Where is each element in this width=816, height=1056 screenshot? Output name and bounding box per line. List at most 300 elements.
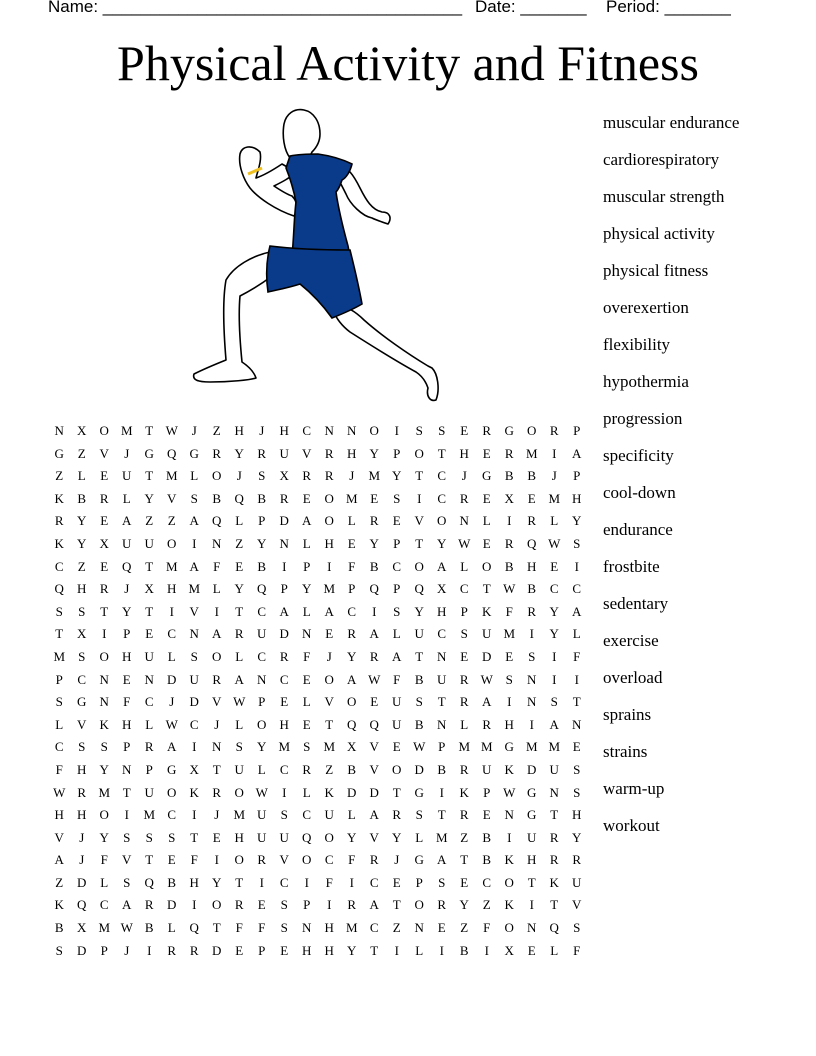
grid-cell[interactable]: O (347, 694, 357, 710)
grid-cell[interactable]: C (324, 852, 334, 868)
grid-cell[interactable]: R (527, 513, 537, 529)
grid-cell[interactable]: I (574, 558, 579, 574)
grid-cell[interactable]: T (145, 852, 154, 868)
grid-cell[interactable]: E (370, 694, 379, 710)
grid-cell[interactable]: R (459, 694, 469, 710)
grid-cell[interactable]: S (550, 694, 558, 710)
grid-cell[interactable]: E (167, 852, 176, 868)
grid-cell[interactable]: T (145, 423, 154, 438)
grid-cell[interactable]: A (279, 603, 289, 619)
grid-cell[interactable]: R (347, 897, 357, 913)
grid-cell[interactable]: T (437, 694, 446, 710)
grid-cell[interactable]: L (167, 648, 176, 664)
grid-cell[interactable]: P (303, 897, 311, 913)
grid-cell[interactable]: H (54, 807, 64, 823)
grid-cell[interactable]: J (394, 852, 400, 868)
grid-cell[interactable]: Q (212, 513, 222, 529)
grid-cell[interactable]: L (235, 716, 244, 732)
grid-cell[interactable]: K (54, 535, 64, 551)
grid-cell[interactable]: K (54, 490, 64, 506)
grid-cell[interactable]: B (369, 558, 379, 574)
grid-cell[interactable]: L (55, 716, 64, 732)
grid-cell[interactable]: R (572, 852, 582, 868)
grid-cell[interactable]: B (77, 490, 87, 506)
grid-cell[interactable]: S (190, 648, 198, 664)
grid-cell[interactable]: V (212, 694, 222, 710)
grid-cell[interactable]: D (77, 942, 87, 958)
grid-cell[interactable]: H (527, 852, 537, 868)
grid-cell[interactable]: K (99, 716, 109, 732)
grid-cell[interactable]: A (392, 648, 402, 664)
grid-cell[interactable]: C (257, 603, 267, 619)
grid-cell[interactable]: L (190, 468, 199, 484)
grid-cell[interactable]: E (302, 671, 311, 687)
grid-cell[interactable]: W (120, 920, 133, 936)
grid-cell[interactable]: R (459, 761, 469, 777)
grid-cell[interactable]: O (414, 558, 424, 574)
grid-cell[interactable]: O (324, 671, 334, 687)
grid-cell[interactable]: Q (369, 581, 379, 597)
grid-cell[interactable]: C (302, 423, 312, 438)
grid-cell[interactable]: T (100, 603, 109, 619)
grid-cell[interactable]: S (528, 648, 536, 664)
grid-cell[interactable]: E (100, 558, 109, 574)
grid-cell[interactable]: A (369, 626, 379, 642)
name-field[interactable]: Name: ______________________________________ (48, 0, 463, 16)
grid-cell[interactable]: T (190, 829, 199, 845)
grid-cell[interactable]: G (167, 761, 177, 777)
grid-cell[interactable]: U (257, 807, 267, 823)
grid-cell[interactable]: I (327, 897, 332, 913)
grid-cell[interactable]: B (54, 920, 64, 936)
grid-cell[interactable]: Q (257, 581, 267, 597)
grid-cell[interactable]: I (574, 671, 579, 687)
grid-cell[interactable]: B (414, 716, 424, 732)
grid-cell[interactable]: A (482, 694, 492, 710)
grid-cell[interactable]: H (324, 942, 334, 958)
grid-cell[interactable]: I (439, 784, 444, 800)
grid-cell[interactable]: Q (54, 581, 64, 597)
grid-cell[interactable]: W (548, 535, 561, 551)
grid-cell[interactable]: L (482, 513, 491, 529)
grid-cell[interactable]: E (302, 716, 311, 732)
grid-cell[interactable]: C (167, 626, 177, 642)
grid-cell[interactable]: H (279, 423, 289, 438)
grid-cell[interactable]: S (415, 423, 423, 438)
grid-cell[interactable]: Y (234, 581, 244, 597)
grid-cell[interactable]: S (55, 694, 63, 710)
grid-cell[interactable]: E (100, 468, 109, 484)
grid-cell[interactable]: S (78, 739, 86, 755)
grid-cell[interactable]: N (212, 739, 222, 755)
grid-cell[interactable]: O (99, 648, 109, 664)
grid-cell[interactable]: Z (77, 445, 86, 461)
grid-cell[interactable]: P (123, 739, 131, 755)
grid-cell[interactable]: U (144, 535, 154, 551)
grid-cell[interactable]: F (303, 648, 311, 664)
grid-cell[interactable]: F (190, 852, 198, 868)
grid-cell[interactable]: M (525, 739, 538, 755)
grid-cell[interactable]: A (347, 671, 357, 687)
grid-cell[interactable]: A (549, 716, 559, 732)
grid-cell[interactable]: R (459, 490, 469, 506)
grid-cell[interactable]: B (482, 829, 492, 845)
grid-cell[interactable]: S (258, 468, 266, 484)
grid-cell[interactable]: T (437, 445, 446, 461)
grid-cell[interactable]: D (167, 671, 177, 687)
grid-cell[interactable]: M (120, 423, 133, 438)
grid-cell[interactable]: G (144, 445, 154, 461)
grid-cell[interactable]: V (122, 852, 132, 868)
grid-cell[interactable]: R (302, 468, 312, 484)
grid-cell[interactable]: W (165, 716, 178, 732)
grid-cell[interactable]: T (145, 558, 154, 574)
grid-cell[interactable]: P (393, 581, 401, 597)
grid-cell[interactable]: C (549, 581, 559, 597)
grid-cell[interactable]: S (78, 648, 86, 664)
grid-cell[interactable]: U (144, 784, 154, 800)
grid-cell[interactable]: O (324, 513, 334, 529)
grid-cell[interactable]: H (122, 648, 132, 664)
grid-cell[interactable]: Y (77, 513, 87, 529)
grid-cell[interactable]: V (324, 694, 334, 710)
grid-cell[interactable]: M (435, 829, 448, 845)
grid-cell[interactable]: G (77, 694, 87, 710)
grid-cell[interactable]: H (122, 716, 132, 732)
grid-cell[interactable]: O (234, 852, 244, 868)
grid-cell[interactable]: E (280, 694, 289, 710)
grid-cell[interactable]: E (302, 490, 311, 506)
grid-cell[interactable]: R (324, 468, 334, 484)
grid-cell[interactable]: J (259, 423, 265, 438)
grid-cell[interactable]: T (122, 784, 131, 800)
grid-cell[interactable]: N (527, 671, 537, 687)
grid-cell[interactable]: Z (392, 920, 401, 936)
grid-cell[interactable]: E (370, 490, 379, 506)
grid-cell[interactable]: N (99, 671, 109, 687)
grid-cell[interactable]: N (459, 513, 469, 529)
grid-cell[interactable]: R (257, 445, 267, 461)
grid-cell[interactable]: U (392, 694, 402, 710)
grid-cell[interactable]: H (459, 445, 469, 461)
grid-cell[interactable]: N (302, 920, 312, 936)
grid-cell[interactable]: P (258, 513, 266, 529)
grid-cell[interactable]: Y (549, 626, 559, 642)
grid-cell[interactable]: P (258, 694, 266, 710)
grid-cell[interactable]: D (527, 761, 537, 777)
grid-cell[interactable]: A (167, 739, 177, 755)
grid-cell[interactable]: R (369, 513, 379, 529)
grid-cell[interactable]: Y (392, 468, 402, 484)
grid-cell[interactable]: L (460, 558, 469, 574)
grid-cell[interactable]: L (550, 513, 559, 529)
period-field[interactable]: Period: _______ (606, 0, 731, 16)
grid-cell[interactable]: R (437, 897, 447, 913)
grid-cell[interactable]: T (325, 716, 334, 732)
grid-cell[interactable]: L (302, 535, 311, 551)
grid-cell[interactable]: E (572, 739, 581, 755)
grid-cell[interactable]: N (324, 423, 334, 438)
grid-cell[interactable]: S (55, 603, 63, 619)
grid-cell[interactable]: S (303, 739, 311, 755)
grid-cell[interactable]: I (529, 716, 534, 732)
grid-cell[interactable]: Q (302, 829, 312, 845)
grid-cell[interactable]: M (165, 558, 178, 574)
grid-cell[interactable]: B (144, 920, 154, 936)
grid-cell[interactable]: I (439, 942, 444, 958)
grid-cell[interactable]: R (482, 423, 492, 438)
grid-cell[interactable]: F (258, 920, 266, 936)
grid-cell[interactable]: Z (167, 513, 176, 529)
grid-cell[interactable]: T (482, 581, 491, 597)
grid-cell[interactable]: R (324, 445, 334, 461)
grid-cell[interactable]: P (348, 581, 356, 597)
grid-cell[interactable]: Y (212, 874, 222, 890)
grid-cell[interactable]: U (189, 671, 199, 687)
grid-cell[interactable]: L (347, 807, 356, 823)
grid-cell[interactable]: J (191, 423, 197, 438)
grid-cell[interactable]: I (192, 807, 197, 823)
grid-cell[interactable]: L (415, 829, 424, 845)
grid-cell[interactable]: D (167, 897, 177, 913)
grid-cell[interactable]: E (122, 671, 131, 687)
grid-cell[interactable]: C (257, 648, 267, 664)
grid-cell[interactable]: H (279, 716, 289, 732)
grid-cell[interactable]: W (165, 423, 178, 438)
grid-cell[interactable]: Z (460, 829, 469, 845)
grid-cell[interactable]: Y (347, 942, 357, 958)
grid-cell[interactable]: A (369, 807, 379, 823)
grid-cell[interactable]: O (504, 920, 514, 936)
grid-cell[interactable]: B (257, 558, 267, 574)
grid-cell[interactable]: Q (549, 920, 559, 936)
grid-cell[interactable]: N (144, 671, 154, 687)
grid-cell[interactable]: F (55, 761, 63, 777)
grid-cell[interactable]: E (460, 874, 469, 890)
grid-cell[interactable]: R (212, 784, 222, 800)
grid-cell[interactable]: K (504, 761, 514, 777)
grid-cell[interactable]: F (235, 920, 243, 936)
grid-cell[interactable]: K (549, 874, 559, 890)
grid-cell[interactable]: R (504, 445, 514, 461)
grid-cell[interactable]: A (437, 852, 447, 868)
grid-cell[interactable]: T (415, 648, 424, 664)
grid-cell[interactable]: L (257, 761, 266, 777)
grid-cell[interactable]: X (77, 920, 87, 936)
grid-cell[interactable]: O (212, 468, 222, 484)
grid-cell[interactable]: A (189, 558, 199, 574)
grid-cell[interactable]: I (259, 874, 264, 890)
grid-cell[interactable]: Q (527, 535, 537, 551)
grid-cell[interactable]: P (460, 603, 468, 619)
grid-cell[interactable]: R (549, 423, 559, 438)
grid-cell[interactable]: Q (234, 490, 244, 506)
grid-cell[interactable]: R (167, 942, 177, 958)
grid-cell[interactable]: B (482, 852, 492, 868)
grid-cell[interactable]: X (504, 942, 514, 958)
grid-cell[interactable]: U (144, 648, 154, 664)
grid-cell[interactable]: C (144, 694, 154, 710)
grid-cell[interactable]: I (394, 423, 399, 438)
grid-cell[interactable]: E (392, 513, 401, 529)
grid-cell[interactable]: L (235, 513, 244, 529)
grid-cell[interactable]: R (144, 739, 154, 755)
grid-cell[interactable]: G (54, 445, 64, 461)
grid-cell[interactable]: H (572, 490, 582, 506)
grid-cell[interactable]: V (54, 829, 64, 845)
grid-cell[interactable]: M (458, 739, 471, 755)
grid-cell[interactable]: U (122, 535, 132, 551)
grid-cell[interactable]: Y (77, 535, 87, 551)
grid-cell[interactable]: E (257, 897, 266, 913)
grid-cell[interactable]: I (214, 852, 219, 868)
grid-cell[interactable]: U (414, 626, 424, 642)
grid-cell[interactable]: I (529, 897, 534, 913)
grid-cell[interactable]: D (212, 942, 222, 958)
grid-cell[interactable]: F (100, 852, 108, 868)
grid-cell[interactable]: R (459, 671, 469, 687)
grid-cell[interactable]: R (347, 626, 357, 642)
grid-cell[interactable]: J (124, 581, 130, 597)
grid-cell[interactable]: P (280, 581, 288, 597)
grid-cell[interactable]: O (392, 761, 402, 777)
grid-cell[interactable]: E (325, 626, 334, 642)
grid-cell[interactable]: C (279, 874, 289, 890)
grid-cell[interactable]: N (189, 626, 199, 642)
grid-cell[interactable]: Q (347, 716, 357, 732)
grid-cell[interactable]: L (235, 648, 244, 664)
grid-cell[interactable]: N (212, 535, 222, 551)
grid-cell[interactable]: T (460, 852, 469, 868)
grid-cell[interactable]: S (280, 920, 288, 936)
grid-cell[interactable]: S (280, 897, 288, 913)
grid-cell[interactable]: T (55, 626, 64, 642)
grid-cell[interactable]: H (572, 807, 582, 823)
grid-cell[interactable]: J (79, 852, 85, 868)
grid-cell[interactable]: W (503, 784, 516, 800)
grid-cell[interactable]: L (302, 603, 311, 619)
grid-cell[interactable]: S (123, 829, 131, 845)
grid-cell[interactable]: Z (235, 535, 244, 551)
grid-cell[interactable]: X (99, 535, 109, 551)
grid-cell[interactable]: O (482, 558, 492, 574)
grid-cell[interactable]: T (415, 535, 424, 551)
grid-cell[interactable]: I (214, 603, 219, 619)
grid-cell[interactable]: R (257, 852, 267, 868)
grid-cell[interactable]: C (77, 671, 87, 687)
grid-cell[interactable]: B (527, 581, 537, 597)
grid-cell[interactable]: J (124, 445, 130, 461)
grid-cell[interactable]: I (552, 671, 557, 687)
grid-cell[interactable]: D (279, 513, 289, 529)
grid-cell[interactable]: C (189, 716, 199, 732)
grid-cell[interactable]: O (167, 784, 177, 800)
grid-cell[interactable]: L (212, 581, 221, 597)
grid-cell[interactable]: L (77, 468, 86, 484)
grid-cell[interactable]: H (77, 581, 87, 597)
grid-cell[interactable]: R (549, 852, 559, 868)
grid-cell[interactable]: P (483, 784, 491, 800)
grid-cell[interactable]: X (504, 490, 514, 506)
grid-cell[interactable]: L (145, 716, 154, 732)
grid-cell[interactable]: W (233, 694, 246, 710)
grid-cell[interactable]: L (392, 626, 401, 642)
grid-cell[interactable]: M (143, 807, 156, 823)
grid-cell[interactable]: R (504, 535, 514, 551)
grid-cell[interactable]: R (234, 897, 244, 913)
grid-cell[interactable]: P (573, 423, 581, 438)
grid-cell[interactable]: A (54, 852, 64, 868)
grid-cell[interactable]: U (437, 671, 447, 687)
grid-cell[interactable]: L (122, 490, 131, 506)
grid-cell[interactable]: V (369, 739, 379, 755)
grid-cell[interactable]: G (482, 468, 492, 484)
grid-cell[interactable]: O (212, 897, 222, 913)
grid-cell[interactable]: T (212, 920, 221, 936)
grid-cell[interactable]: S (438, 874, 446, 890)
grid-cell[interactable]: B (437, 761, 447, 777)
grid-cell[interactable]: Y (347, 648, 357, 664)
grid-cell[interactable]: R (99, 490, 109, 506)
grid-cell[interactable]: G (527, 807, 537, 823)
grid-cell[interactable]: S (438, 423, 446, 438)
grid-cell[interactable]: L (460, 716, 469, 732)
grid-cell[interactable]: U (549, 761, 559, 777)
grid-cell[interactable]: T (145, 468, 154, 484)
grid-cell[interactable]: V (572, 897, 582, 913)
grid-cell[interactable]: M (345, 490, 358, 506)
grid-cell[interactable]: L (572, 626, 581, 642)
grid-cell[interactable]: W (503, 581, 516, 597)
grid-cell[interactable]: R (77, 784, 87, 800)
grid-cell[interactable]: X (189, 761, 199, 777)
grid-cell[interactable]: A (369, 897, 379, 913)
grid-cell[interactable]: P (393, 445, 401, 461)
grid-cell[interactable]: M (368, 468, 381, 484)
grid-cell[interactable]: Y (414, 603, 424, 619)
grid-cell[interactable]: A (122, 513, 132, 529)
grid-cell[interactable]: J (551, 468, 557, 484)
grid-cell[interactable]: B (459, 942, 469, 958)
grid-cell[interactable]: A (212, 626, 222, 642)
grid-cell[interactable]: C (347, 603, 357, 619)
grid-cell[interactable]: I (349, 874, 354, 890)
grid-cell[interactable]: L (302, 694, 311, 710)
grid-cell[interactable]: F (348, 558, 356, 574)
grid-cell[interactable]: G (504, 423, 514, 438)
grid-cell[interactable]: H (77, 807, 87, 823)
grid-cell[interactable]: T (527, 874, 536, 890)
grid-cell[interactable]: N (414, 920, 424, 936)
grid-cell[interactable]: O (99, 423, 109, 438)
grid-cell[interactable]: S (460, 626, 468, 642)
grid-cell[interactable]: L (100, 874, 109, 890)
grid-cell[interactable]: Q (144, 874, 154, 890)
grid-cell[interactable]: I (192, 739, 197, 755)
grid-cell[interactable]: H (527, 558, 537, 574)
grid-cell[interactable]: J (169, 694, 175, 710)
grid-cell[interactable]: N (549, 784, 559, 800)
grid-cell[interactable]: E (482, 535, 491, 551)
grid-cell[interactable]: S (573, 535, 581, 551)
grid-cell[interactable]: B (167, 874, 177, 890)
grid-cell[interactable]: O (527, 423, 537, 438)
grid-cell[interactable]: T (550, 897, 559, 913)
grid-cell[interactable]: X (144, 581, 154, 597)
grid-cell[interactable]: D (279, 626, 289, 642)
grid-cell[interactable]: T (572, 694, 581, 710)
grid-cell[interactable]: Y (234, 445, 244, 461)
